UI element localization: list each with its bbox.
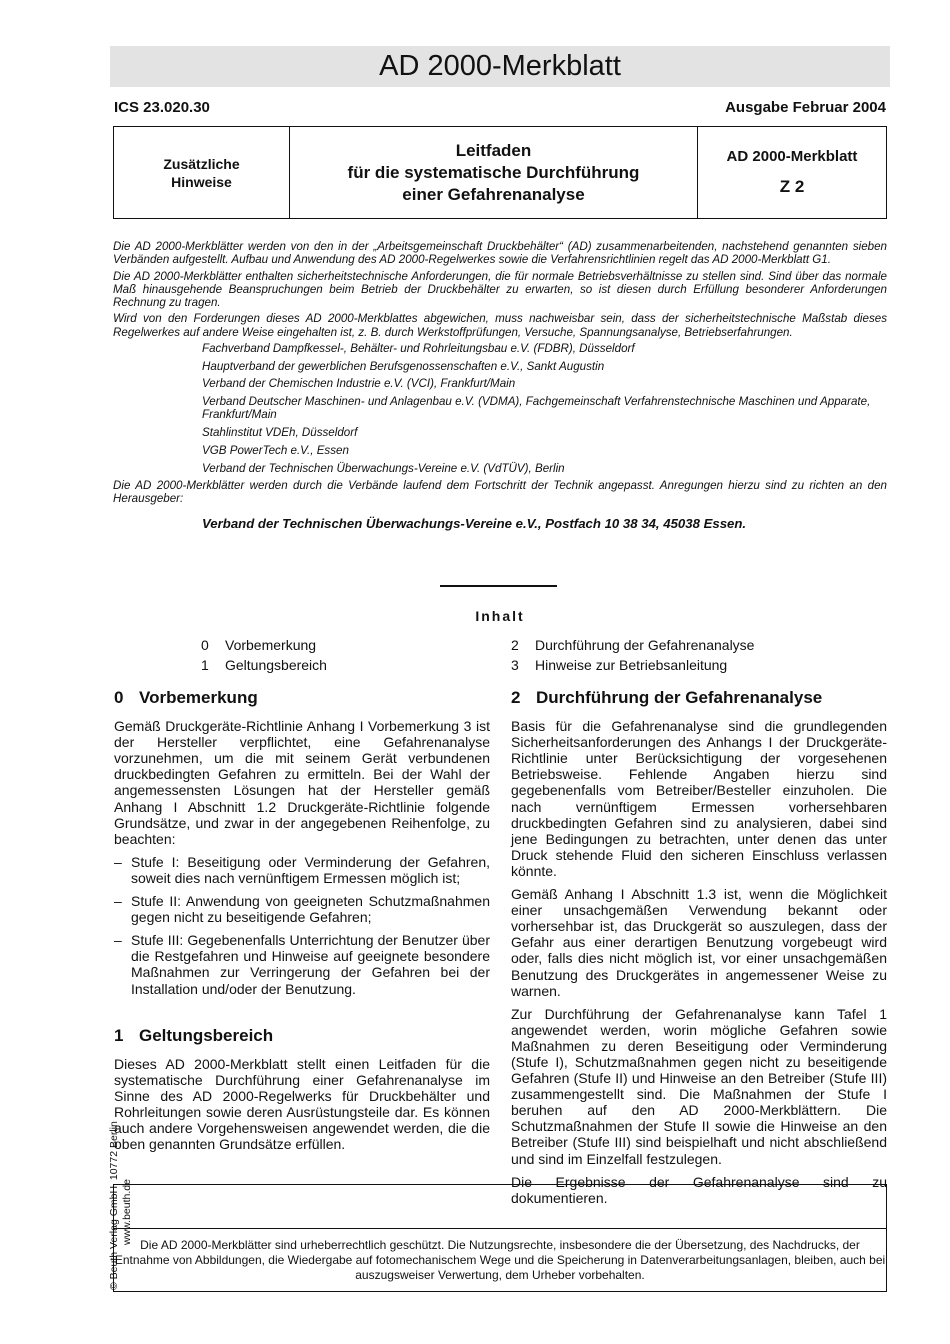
merkblatt-code: Z 2	[779, 177, 805, 196]
association-list	[202, 342, 887, 475]
association-item: Stahlinstitut VDEh, Düsseldorf	[202, 426, 358, 440]
section-0-paragraph: Gemäß Druckgeräte-Richtlinie Anhang I Vorbemerkung 3 ist der Hersteller verpflichtet, eine Gefahrenanalyse vorzunehmen, um die mit seinem Gerät verbundenen druckbedingten Gefahren zu ermitteln. Bei der Wahl der angemessensten Lösungen hat der Hersteller gemäß Anhang I Abschnitt 1.2 Druckgeräte-Richtlinie folgende Grundsätze, und zwar in der angegebenen Reihenfolge, zu beachten:	[114, 718, 490, 847]
contents-item[interactable]: 0 Vorbemerkung	[201, 637, 317, 653]
left-column	[114, 690, 490, 1159]
intro-paragraph-4: Die AD 2000-Merkblätter werden durch die Verbände laufend dem Fortschritt der Technik angepasst. Anregungen hierzu sind zu richten an den Herausgeber:	[113, 479, 887, 506]
header-box	[113, 126, 887, 219]
section-1-heading: 1 Geltungsbereich	[114, 1025, 274, 1045]
contents-heading: Inhalt	[475, 608, 525, 624]
list-item: – Stufe II: Anwendung von geeigneten Schutzmaßnahmen gegen nicht zu beseitigende Gefahren;	[114, 893, 490, 925]
association-item: Verband Deutscher Maschinen- und Anlagenbau e.V. (VDMA), Fachgemeinschaft Verfahrenstechnische Maschinen und Apparate, Frankfurt/Main	[202, 395, 871, 422]
section-0-heading: 0 Vorbemerkung	[114, 688, 258, 707]
section-2-paragraph: Die Ergebnisse der Gefahrenanalyse sind zu dokumentieren.	[511, 1173, 887, 1206]
header-box-code	[698, 127, 886, 218]
association-item: Verband der Technischen Überwachungs-Vereine e.V. (VdTÜV), Berlin	[202, 461, 565, 475]
sidenote-line-1: © Beuth Verlag GmbH, 10772 Berlin	[108, 1121, 120, 1290]
association-item: VGB PowerTech e.V., Essen	[202, 443, 349, 457]
footer-divider	[114, 1228, 886, 1229]
edition-date: Ausgabe Februar 2004	[725, 99, 886, 116]
contents-item[interactable]: 2 Durchführung der Gefahrenanalyse	[511, 637, 755, 653]
intro-paragraph-1: Die AD 2000-Merkblätter werden von den in der „Arbeitsgemeinschaft Druckbehälter“ (AD) zusammenarbeitenden, nachstehend genannten sieben Verbänden aufgestellt. Aufbau und Anwendung des AD 2000-Regelwerkes sowie die Verfahrensrichtlinien regelt das AD 2000-Merkblatt G1.	[113, 240, 887, 267]
association-item: Hauptverband der gewerblichen Berufsgenossenschaften e.V., Sankt Augustin	[202, 359, 605, 373]
document-banner: AD 2000-Merkblatt	[110, 46, 890, 87]
title-line-3: einer Gefahrenanalyse	[402, 184, 585, 204]
publisher-sidenote	[108, 1100, 133, 1290]
section-1-paragraph: Dieses AD 2000-Merkblatt stellt einen Leitfaden für die systematische Durchführung einer Gefahrenanalyse im Sinne des AD 2000-Regelwerks für Druckbehälter und Rohrleitungen sowie deren Ausrüstungsteile dar. Es können auch andere Vorgehensweisen angewendet werden, die die oben genannten Grundsätze erfüllen.	[114, 1055, 490, 1153]
association-item: Fachverband Dampfkessel-, Behälter- und Rohrleitungsbau e.V. (FDBR), Düsseldorf	[202, 342, 635, 356]
separator-rule	[440, 585, 557, 587]
category-line-1: Zusätzliche	[163, 155, 240, 172]
footer-box	[113, 1184, 887, 1292]
header-box-title	[290, 127, 698, 218]
section-2-paragraph: Gemäß Anhang I Abschnitt 1.3 ist, wenn die Möglichkeit einer unsachgemäßen Verwendung bekannt oder vorhersehbar ist, das Druckgerät so auszulegen, dass der Gefahr aus einer derartigen Benutzung vorgebeugt wird oder, falls dies nicht möglich ist, vor einer unsachgemäßen Benutzung des Druckgerätes in angemessener Weise zu warnen.	[511, 886, 887, 999]
contents-column-left	[201, 635, 327, 675]
intro-paragraph-2: Die AD 2000-Merkblätter enthalten sicherheitstechnische Anforderungen, die für normale Betriebsverhältnisse zu stellen sind. Sind über das normale Maß hinausgehende Beanspruchungen beim Betrieb der Druckbehälter zu erwarten, so ist diesen durch Erfüllung besonderer Anforderungen Rechnung zu tragen.	[113, 269, 887, 310]
contents-item[interactable]: 3 Hinweise zur Betriebsanleitung	[511, 657, 728, 673]
right-column	[511, 690, 887, 1213]
header-box-category	[114, 127, 290, 218]
list-item: – Stufe III: Gegebenenfalls Unterrichtung der Benutzer über die Restgefahren und Hinweise auf geeignete besondere Maßnahmen zur Verringerung der Gefahren bei der Installation und/oder der Benutzung.	[114, 932, 490, 996]
merkblatt-label: AD 2000-Merkblatt	[726, 148, 858, 165]
contents-column-right	[511, 635, 754, 675]
association-item: Verband der Chemischen Industrie e.V. (VCI), Frankfurt/Main	[202, 377, 516, 391]
intro-paragraph-3: Wird von den Forderungen dieses AD 2000-Merkblattes abgewichen, muss nachweisbar sein, dass der sicherheitstechnische Maßstab dieses Regelwerkes auf andere Weise eingehalten ist, z. B. durch Werkstoffprüfungen, Versuche, Spannungsanalyse, Betriebserfahrungen.	[113, 312, 887, 339]
category-line-2: Hinweise	[171, 173, 232, 190]
stufen-list	[114, 854, 490, 997]
title-line-2: für die systematische Durchführung	[347, 162, 640, 182]
section-2-heading: 2 Durchführung der Gefahrenanalyse	[511, 688, 823, 707]
section-2-paragraph: Basis für die Gefahrenanalyse sind die grundlegenden Sicherheitsanforderungen des Anhangs I der Druckgeräte-Richtlinie unter Berücksichtigung der vorgesehenen Betriebsweise. Fehlende Angaben hierzu sind gegebenenfalls vom Betreiber/Besteller einzuholen. Die nach vernünftigem Ermessen vorhersehbaren druckbedingten Gefahren sind zu analysieren, dabei sind jene Bedingungen zu betrachten, unter denen das unter Druck stehende Fluid den sicheren Einschluss verlassen könnte.	[511, 718, 887, 879]
title-line-1: Leitfaden	[455, 140, 532, 160]
publisher-address: Verband der Technischen Überwachungs-Vereine e.V., Postfach 10 38 34, 45038 Essen.	[202, 515, 747, 531]
contents-item[interactable]: 1 Geltungsbereich	[201, 657, 327, 673]
section-2-paragraph: Zur Durchführung der Gefahrenanalyse kann Tafel 1 angewendet werden, worin mögliche Gefahren sowie Maßnahmen zu deren Beseitigung oder Verminderung (Stufe I), Schutzmaßnahmen gegen nicht zu beseitigende Gefahren (Stufe II) und Hinweise an den Betreiber (Stufe III) zusammengestellt sind. Die Maßnahmen der Stufe I beruhen auf den AD 2000-Merkblättern. Die Schutzmaßnahmen der Stufe II sowie die Hinweise an den Betreiber (Stufe III) sind beispielhaft und nicht abschließend und sind im Einzelfall festzulegen.	[511, 1005, 887, 1167]
copyright-notice: Die AD 2000-Merkblätter sind urheberrechtlich geschützt. Die Nutzungsrechte, insbesondere die der Übersetzung, des Nachdrucks, der Entnahme von Abbildungen, die Wiedergabe auf fotomechanischem Wege und die Speicherung in Datenverarbeitungsanlagen, bleiben, auch bei auszugsweiser Verwertung, dem Urheber vorbehalten.	[114, 1238, 886, 1282]
intro-text	[113, 240, 887, 530]
sidenote-line-2: www.beuth.de	[120, 1179, 133, 1245]
ics-number: ICS 23.020.30	[114, 99, 210, 116]
list-item: – Stufe I: Beseitigung oder Verminderung der Gefahren, soweit dies nach vernünftigem Ermessen möglich ist;	[114, 854, 490, 886]
